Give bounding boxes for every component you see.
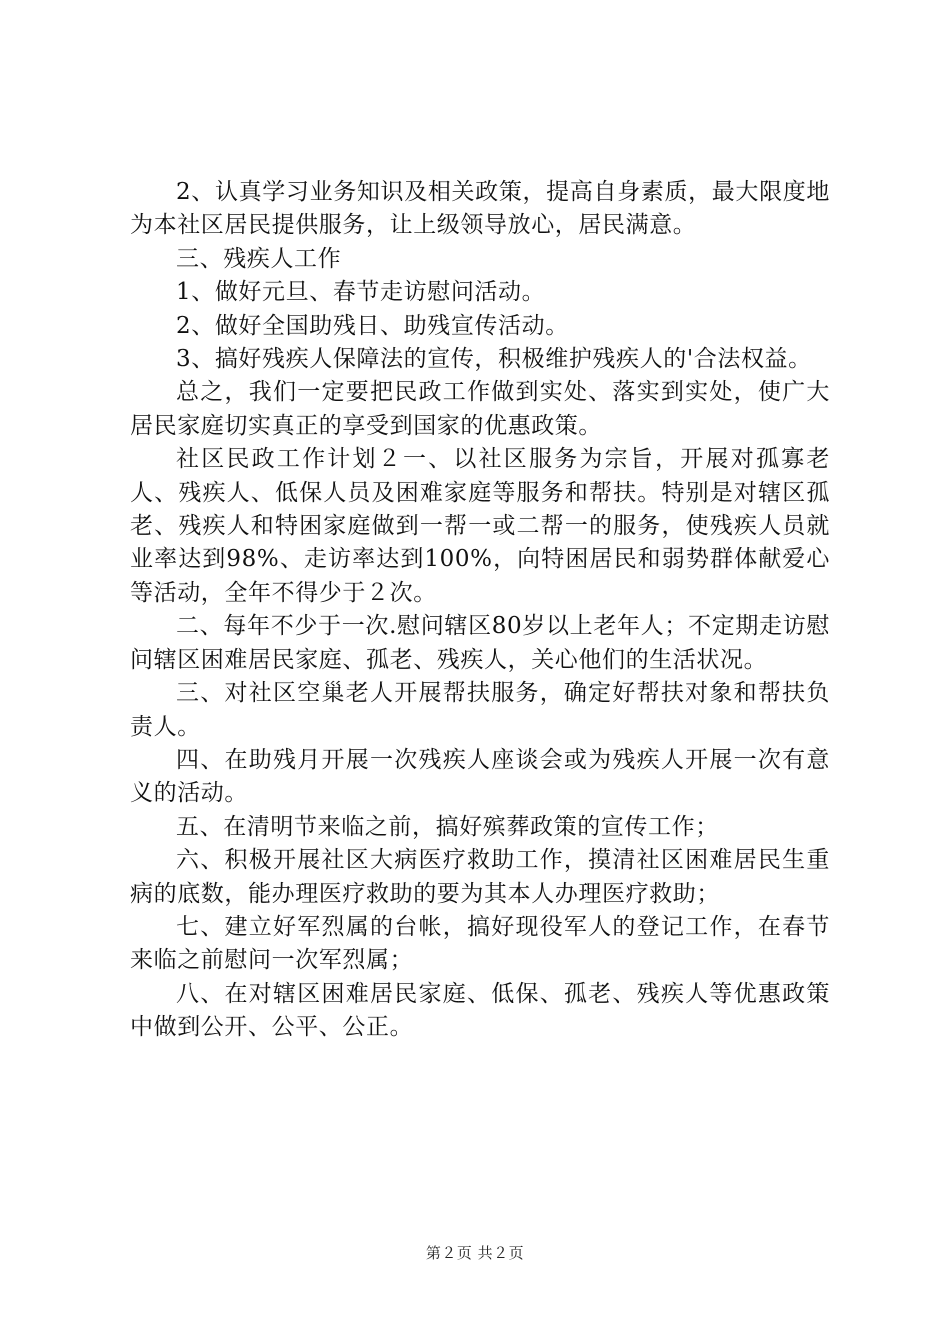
- paragraph: 七、建立好军烈属的台帐，搞好现役军人的登记工作，在春节来临之前慰问一次军烈属；: [130, 913, 830, 974]
- paragraph: 四、在助残月开展一次残疾人座谈会或为残疾人开展一次有意义的活动。: [130, 746, 830, 807]
- paragraph: 六、积极开展社区大病医疗救助工作，摸清社区困难居民生重病的底数，能办理医疗救助的要为其本人办理医疗救助；: [130, 847, 830, 907]
- document-body: [130, 176, 830, 1045]
- paragraph: 2、认真学习业务知识及相关政策，提高自身素质，最大限度地为本社区居民提供服务，让上级领导放心，居民满意。: [130, 179, 830, 239]
- paragraph: 二、每年不少于一次.慰问辖区80岁以上老年人；不定期走访慰问辖区困难居民家庭、孤老、残疾人，关心他们的生活状况。: [130, 613, 830, 673]
- paragraph: 社区民政工作计划２一、以社区服务为宗旨，开展对孤寡老人、残疾人、低保人员及困难家庭等服务和帮扶。特别是对辖区孤老、残疾人和特困家庭做到一帮一或二帮一的服务，使残疾人员就业率达到98%、走访率达到100%，向特困居民和弱势群体献爱心等活动，全年不得少于２次。: [130, 446, 830, 606]
- paragraph: 2、做好全国助残日、助残宣传活动。: [176, 312, 569, 339]
- page-footer: 第２页 共２页: [425, 1244, 525, 1262]
- paragraph: 3、搞好残疾人保障法的宣传，积极维护残疾人的'合法权益。: [176, 346, 812, 373]
- paragraph: 五、在清明节来临之前，搞好殡葬政策的宣传工作；: [176, 813, 719, 840]
- paragraph: 1、做好元旦、春节走访慰问活动。: [176, 279, 546, 306]
- paragraph: 三、对社区空巢老人开展帮扶服务，确定好帮扶对象和帮扶负责人。: [130, 680, 830, 740]
- section-heading: 三、残疾人工作: [176, 245, 342, 272]
- paragraph: 总之，我们一定要把民政工作做到实处、落实到实处，使广大居民家庭切实真正的享受到国家的优惠政策。: [130, 379, 830, 439]
- paragraph: 八、在对辖区困难居民家庭、低保、孤老、残疾人等优惠政策中做到公开、公平、公正。: [130, 980, 830, 1041]
